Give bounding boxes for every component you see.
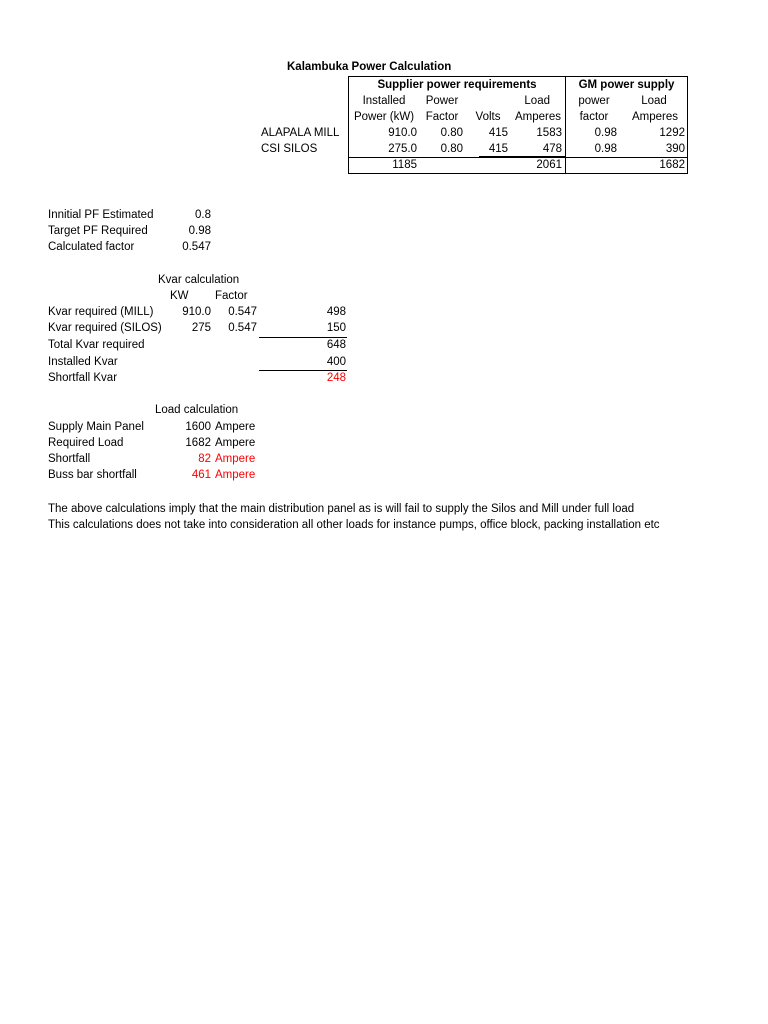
cell-silos-installed: 275.0 — [388, 143, 417, 155]
load-value-required: 1682 — [185, 437, 211, 449]
col-header-installed-1: Installed — [362, 95, 406, 107]
cell-mill-volts: 415 — [488, 127, 508, 139]
load-unit-required: Ampere — [215, 437, 256, 449]
row-label-mill: ALAPALA MILL — [261, 127, 340, 139]
col-header-load-2: Amperes — [514, 111, 562, 123]
load-unit-supply: Ampere — [215, 421, 256, 433]
pf-value-initial: 0.8 — [195, 209, 211, 221]
gm-group-header: GM power supply — [578, 79, 675, 91]
cell-mill-gm-pf: 0.98 — [594, 127, 617, 139]
pf-value-target: 0.98 — [188, 225, 211, 237]
kvar-section-title: Kvar calculation — [158, 274, 240, 286]
total-installed: 1185 — [392, 159, 417, 171]
load-unit-busbar: Ampere — [215, 469, 256, 481]
kvar-value-total: 648 — [326, 339, 346, 351]
cell-mill-gm-load: 1292 — [659, 127, 685, 139]
pf-label-target: Target PF Required — [48, 225, 148, 237]
kvar-value-mill: 498 — [326, 306, 346, 318]
kvar-label-silos: Kvar required (SILOS) — [48, 322, 162, 334]
col-header-pf-1: Power — [425, 95, 459, 107]
cell-silos-load: 478 — [542, 143, 562, 155]
pf-label-initial: Innitial PF Estimated — [48, 209, 154, 221]
note-line-2: This calculations does not take into consideration all other loads for instance pumps, office block, packing installation etc — [48, 519, 660, 531]
col-header-gm-pf-2: factor — [579, 111, 609, 123]
total-gm-load: 1682 — [659, 159, 685, 171]
load-label-supply: Supply Main Panel — [48, 421, 144, 433]
load-unit-shortfall: Ampere — [215, 453, 256, 465]
load-value-supply: 1600 — [185, 421, 211, 433]
load-label-shortfall: Shortfall — [48, 453, 91, 465]
col-header-gm-load-2: Amperes — [631, 111, 679, 123]
kvar-col-factor: Factor — [215, 290, 248, 302]
col-header-load-1: Load — [524, 95, 550, 107]
cell-mill-load: 1583 — [536, 127, 562, 139]
kvar-kw-mill: 910.0 — [182, 306, 211, 318]
load-underline — [479, 156, 565, 157]
cell-silos-gm-pf: 0.98 — [594, 143, 617, 155]
kvar-col-kw: KW — [170, 290, 189, 302]
load-value-shortfall: 82 — [198, 453, 211, 465]
kvar-value-silos: 150 — [326, 322, 346, 334]
load-label-required: Required Load — [48, 437, 124, 449]
kvar-label-installed: Installed Kvar — [48, 356, 118, 368]
cell-silos-gm-load: 390 — [665, 143, 685, 155]
row-label-silos: CSI SILOS — [261, 143, 318, 155]
kvar-label-total: Total Kvar required — [48, 339, 145, 351]
col-header-gm-pf-1: power — [578, 95, 610, 107]
kvar-label-mill: Kvar required (MILL) — [48, 306, 154, 318]
kvar-kw-silos: 275 — [191, 322, 211, 334]
load-section-title: Load calculation — [155, 404, 239, 416]
col-header-installed-2: Power (kW) — [353, 111, 415, 123]
page-title: Kalambuka Power Calculation — [287, 61, 452, 73]
load-value-busbar: 461 — [191, 469, 211, 481]
col-header-volts: Volts — [475, 111, 501, 123]
col-header-gm-load-1: Load — [641, 95, 667, 107]
kvar-factor-silos: 0.547 — [228, 322, 257, 334]
cell-silos-volts: 415 — [488, 143, 508, 155]
pf-value-calculated: 0.547 — [182, 241, 211, 253]
cell-silos-pf: 0.80 — [440, 143, 463, 155]
kvar-value-installed: 400 — [326, 356, 346, 368]
col-header-pf-2: Factor — [425, 111, 459, 123]
pf-label-calculated: Calculated factor — [48, 241, 135, 253]
load-label-busbar: Buss bar shortfall — [48, 469, 137, 481]
kvar-factor-mill: 0.547 — [228, 306, 257, 318]
total-load: 2061 — [536, 159, 562, 171]
cell-mill-pf: 0.80 — [440, 127, 463, 139]
cell-mill-installed: 910.0 — [388, 127, 417, 139]
kvar-label-shortfall: Shortfall Kvar — [48, 372, 118, 384]
supplier-group-header: Supplier power requirements — [377, 79, 537, 91]
note-line-1: The above calculations imply that the main distribution panel as is will fail to supply the Silos and Mill under full load — [48, 503, 635, 515]
kvar-value-shortfall: 248 — [326, 372, 346, 384]
